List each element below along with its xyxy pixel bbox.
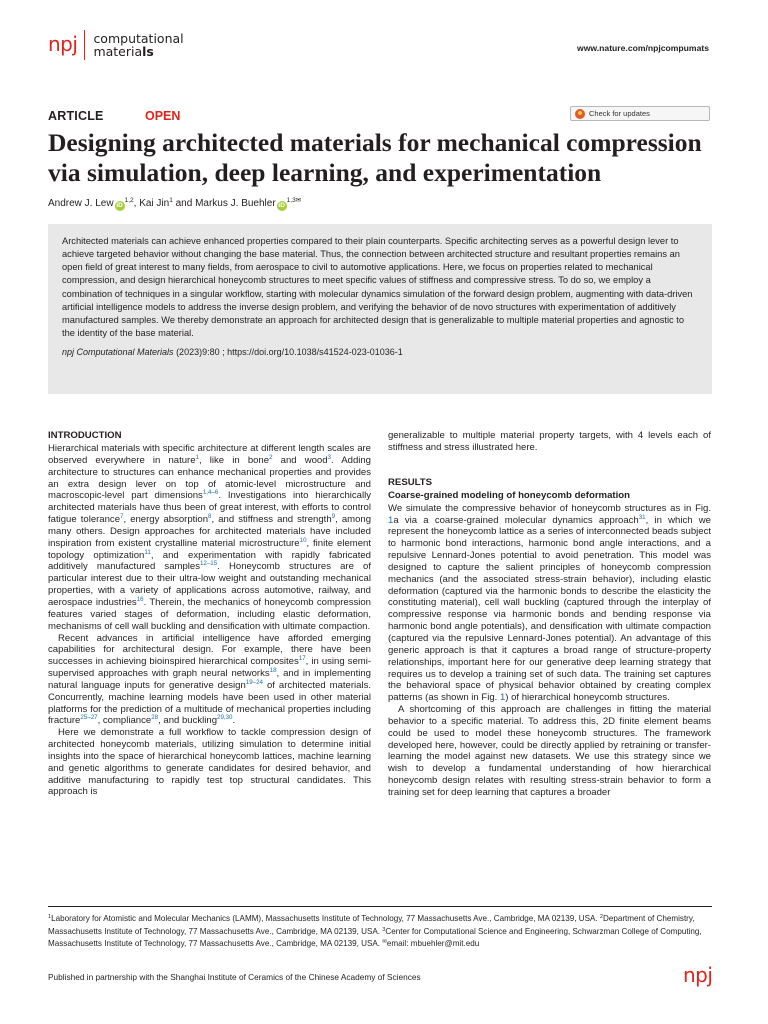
author-2-affil: 1 <box>169 197 173 204</box>
orcid-icon[interactable]: iD <box>278 202 285 209</box>
author-3-affil: 1,3✉ <box>286 197 302 204</box>
journal-url[interactable]: www.nature.com/npjcompumats <box>577 43 709 53</box>
check-for-updates-button[interactable] <box>570 106 710 121</box>
abstract-box <box>48 224 712 394</box>
article-title: Designing architected materials for mechanical compression via simulation, deep learning, and experimentation <box>48 128 702 187</box>
abstract-text: Architected materials can achieve enhanced properties compared to their plain counterparts. Specific architecting serves as a powerful design lever to achieve targeted behavior without changing the base material. Thus, the connection between architected structure and resultant properties remains an open field of great interest to many fields, from aerospace to civil to automotive applications. Here, we focus on properties related to mechanical compression, and design hierarchical honeycomb structures to meet specific values of stiffness and compressive stress. To do so, we employ a combination of techniques in a singular workflow, starting with molecular dynamics simulation of the forward design problem, augmenting with data-driven artificial intelligence models to address the inverse design problem, and verifying the behavior of de novo structures with experimentation of additively manufactured samples. We thereby demonstrate an approach for architected design that is generalizable to multiple material properties and agnostic to the identity of the base material. <box>62 236 693 339</box>
author-1[interactable]: Andrew J. Lew <box>48 198 114 209</box>
email-icon[interactable]: ✉ <box>295 197 302 204</box>
section-subheading: Coarse-grained modeling of honeycomb deformation <box>388 489 630 501</box>
npj-footer-logo: npj <box>683 963 713 987</box>
intro-paragraph-3-cont: generalizable to multiple material property targets, with 4 levels each of stiffness and stress illustrated here. <box>388 430 711 453</box>
orcid-icon[interactable]: iD <box>116 202 123 209</box>
doi-link[interactable]: (2023)9:80 ; https://doi.org/10.1038/s41524-023-01036-1 <box>173 347 403 358</box>
body-column-right <box>388 430 711 799</box>
introduction-heading: INTRODUCTION <box>48 430 122 441</box>
crossmark-icon <box>575 109 585 119</box>
author-2[interactable]: , Kai Jin <box>133 198 170 209</box>
publisher-footer: Published in partnership with the Shanghai Institute of Ceramics of the Chinese Academy of Sciences <box>48 972 421 982</box>
footnote-divider <box>48 906 712 907</box>
npj-logo-mark: npj <box>48 32 78 56</box>
journal-title: npj Computational Materials <box>62 347 174 358</box>
author-3[interactable]: and Markus J. Buehler <box>172 198 276 209</box>
results-heading: RESULTS <box>388 476 433 488</box>
journal-logo[interactable] <box>48 30 184 60</box>
citation-line <box>62 346 698 359</box>
journal-name-line2-a: materia <box>93 44 143 59</box>
journal-name-line2-b: ls <box>142 44 154 59</box>
corresponding-email[interactable]: email: mbuehler@mit.edu <box>386 939 480 949</box>
affiliations-footnote: $^1$Laboratory for Atomistic and Molecular Mechanics (LAMM), Massachusetts Institute of Technology, 77 Massachusetts Ave., Cambridge, MA 02139, USA. $^2$Department of Chemistry, Massachusetts Institute of Technology, 77 Massachusetts Ave., Cambridge, MA 02139, USA. $^3$Center for Computational Science and Engineering, Schwarzman College of Computing, Massachusetts Institute of Technology, 77 Massachusetts Ave., Cambridge, MA 02139, USA. ✉email: mbuehler@mit.edu <box>48 914 702 949</box>
intro-paragraph-1: Hierarchical materials with specific architecture at different length scales are observed everywhere in nature$^1$, like in bone$^2$ and wood$^3$. Adding architecture to structures can enhance mechanical properties and provides an extra design lever on top of atomic-level microstructure and macroscopic-level part dimensions$^{1,4-6}$. Investigations into hierarchically architected materials have thus been of great interest, with efforts to control fatigue tolerance$^7$, energy absorption$^8$, and stiffness and strength$^9$, among many others. Design approaches for architected materials have included inspiration from existent crystalline material microstructure$^{10}$, finite element topology optimization$^{11}$, and experimentation with rapidly fabricated additively manufactured samples$^{12-15}$. Honeycomb structures are of particular interest due to their ultra-low weight and outstanding mechanical properties, with a variety of applications across automotive, railway, and aerospace industries$^{16}$. Therein, the mechanics of honeycomb compression features varied stages of deformation, including elastic deformation, mechanisms of cell wall buckling and densification with ultimate compaction. <box>48 443 372 632</box>
author-1-affil: 1,2 <box>124 197 134 204</box>
body-column-left <box>48 430 371 798</box>
author-list <box>48 195 301 211</box>
open-access-label: OPEN <box>145 109 181 123</box>
article-label: ARTICLE <box>48 109 104 123</box>
results-paragraph-2: A shortcoming of this approach are challenges in fitting the material behavior to a specific material. To address this, 2D finite element beams could be used to model these honeycomb structures. The framework developed here, however, could be directly applied by retraining or transfer-learning the model against new datasets. We use this strategy since we wish to develop a fundamental understanding of how hierarchical honeycomb design relates with resulting stress-strain behavior to form a training set for deep learning that captures a broader <box>388 704 711 798</box>
intro-paragraph-3: Here we demonstrate a full workflow to tackle compression design of architected honeycomb materials, utilizing simulation to determine initial insights into the space of hierarchical honeycomb lattices, machine learning and genetic algorithms to generate candidates for desired behavior, and additive manufacturing to rapidly test top structural candidates. This approach is <box>48 727 371 798</box>
journal-name-line1: computational <box>93 31 184 46</box>
journal-name <box>93 32 183 58</box>
page-header <box>0 0 768 70</box>
intro-paragraph-2: Recent advances in artificial intelligence have afforded emerging capabilities for architectural design. For example, there have been successes in achieving bioinspired hierarchical composites$^{17}$, in using semi-supervised approaches with graph neural networks$^{18}$, and in implementing natural language inputs for generative design$^{19-24}$ of architected materials. Concurrently, machine learning models have been used in other material platforms for the prediction of a multitude of mechanical properties including fracture$^{25-27}$, compliance$^{28}$, and buckling$^{29,30}$. <box>48 632 372 727</box>
logo-divider <box>84 30 85 60</box>
check-for-updates-label: Check for updates <box>589 109 650 118</box>
results-paragraph-1: We simulate the compressive behavior of honeycomb structures as in Fig. 1a via a coarse-grained molecular dynamics approach$^{31}$, in which we represent the honeycomb lattice as a series of interconnected beads subject to harmonic bond interactions, harmonic bond angle interactions, and a repulsive Lennard-Jones potential to avoid penetration. This model was designed to capture the salient principles of honeycomb compression mechanics (and the associated stress-strain behavior), including elastic deformation (captured via the harmonic bonds to describe the elasticity the constituting material), cell wall buckling (captured through the interplay of compressive response via harmonic bonds and bending response via harmonic bond angle potentials), and densification with ultimate compaction (captured via the repulsive Lennard-Jones potential). An advantage of this generic approach is that it captures a broad range of structure-property relationships, important here for our generative deep learning strategy that requires us to develop a training set of such data. The training set captures the behavioral space of physical behavior obtained by creating complex patterns (as shown in Fig. 1) of hierarchical honeycomb structures. <box>388 502 711 704</box>
